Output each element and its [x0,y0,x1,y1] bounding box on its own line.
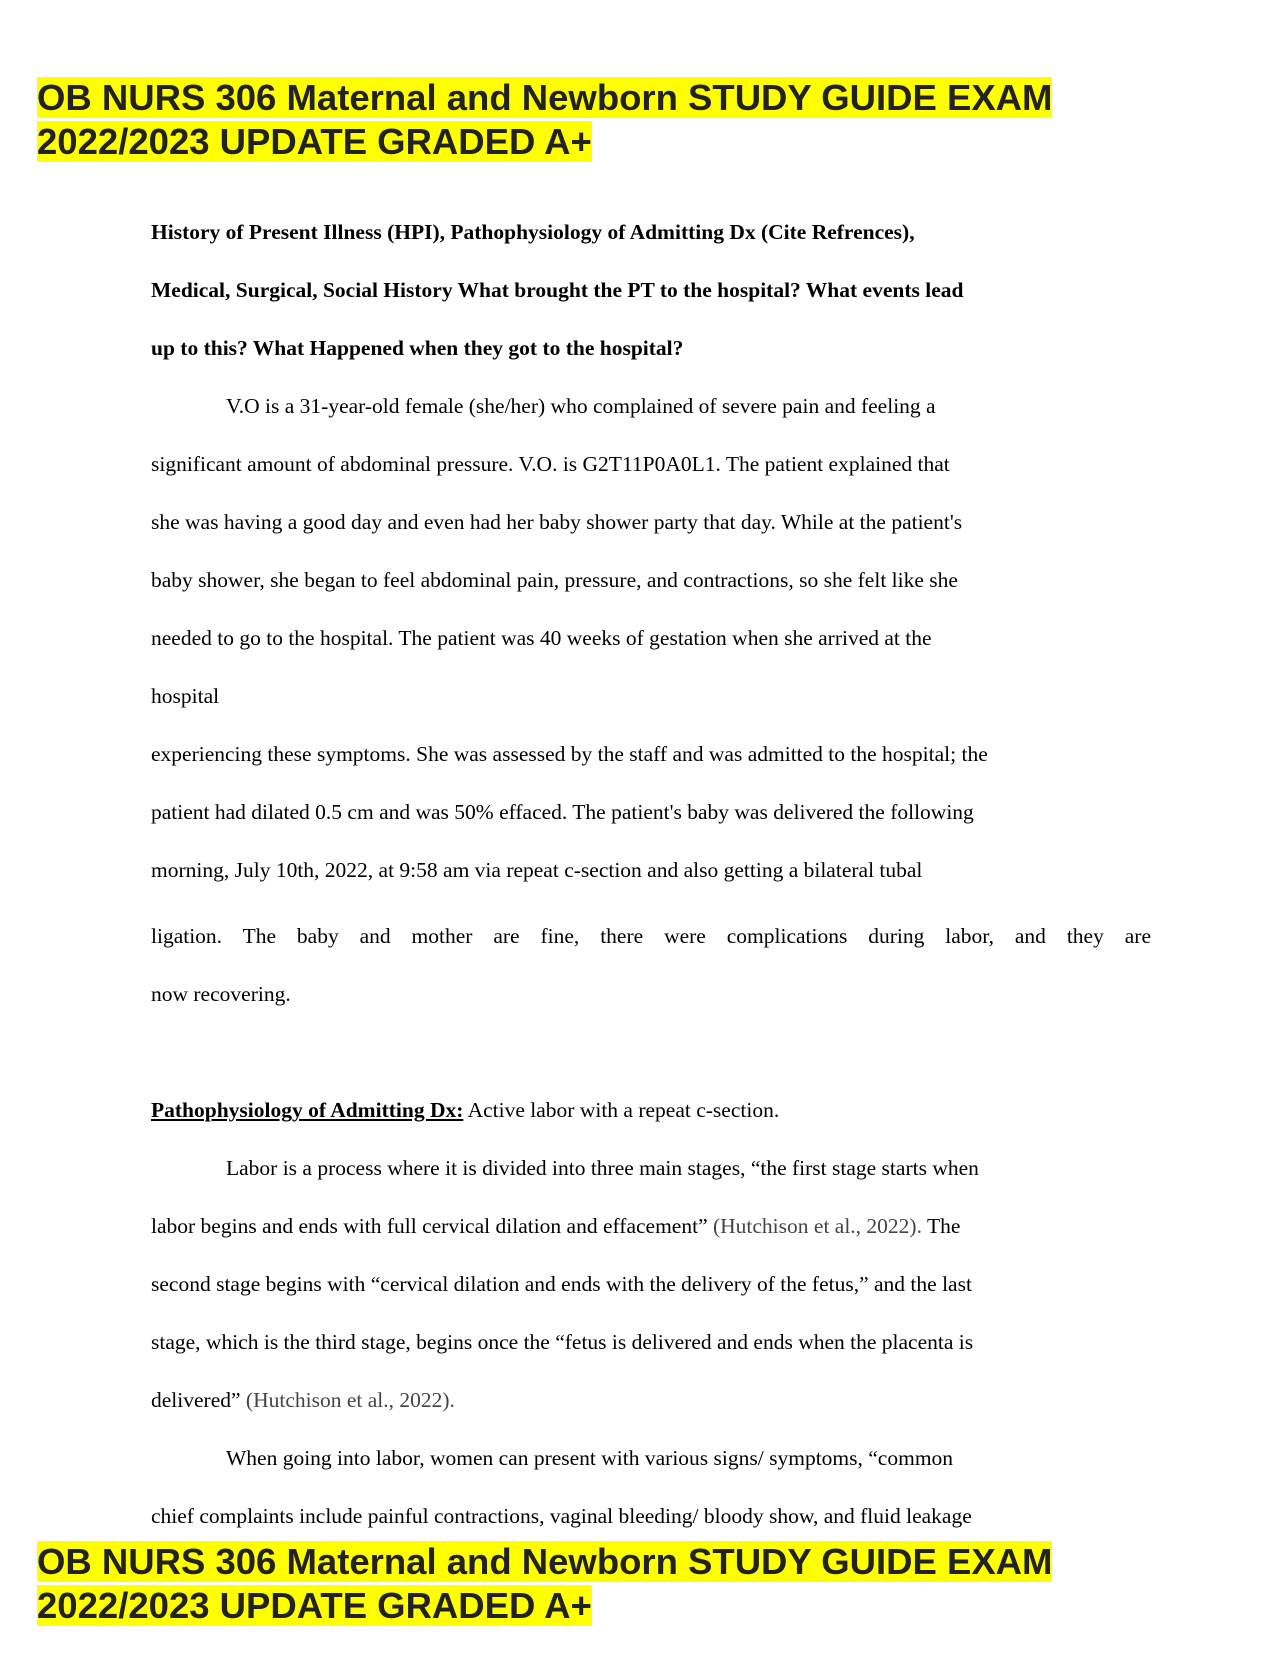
hpi-line: hospital [151,684,220,708]
heading-line-1: History of Present Illness (HPI), Pathophysiology of Admitting Dx (Cite Refrences), [151,220,915,244]
patho-text: delivered” [151,1388,246,1412]
patho-label: Pathophysiology of Admitting Dx: [151,1098,464,1122]
patho-line: second stage begins with “cervical dilation and ends with the delivery of the fetus,” and the last [151,1272,972,1296]
hpi-line: needed to go to the hospital. The patient was 40 weeks of gestation when she arrived at the [151,626,932,650]
hpi-last-line: now recovering. [151,982,291,1006]
document-banner-top [37,76,1217,164]
patho-text: labor begins and ends with full cervical dilation and effacement” [151,1214,713,1238]
hpi-justified-line: ligation. The baby and mother are fine, there were complications during labor, and they are [151,924,1151,948]
banner-line-1: OB NURS 306 Maternal and Newborn STUDY GUIDE EXAM [37,77,1053,118]
document-banner-bottom [37,1540,1217,1628]
heading-line-3: up to this? What Happened when they got to the hospital? [151,336,684,360]
hpi-line: morning, July 10th, 2022, at 9:58 am via repeat c-section and also getting a bilateral tubal [151,858,923,882]
hpi-line: significant amount of abdominal pressure. V.O. is G2T11P0A0L1. The patient explained that [151,452,950,476]
patho-line: When going into labor, women can present with various signs/ symptoms, “common [226,1446,954,1470]
patho-line: chief complaints include painful contractions, vaginal bleeding/ bloody show, and fluid leakage [151,1504,972,1528]
section-heading [151,203,1151,377]
hpi-line: baby shower, she began to feel abdominal pain, pressure, and contractions, so she felt like she [151,568,958,592]
patho-line: Labor is a process where it is divided into three main stages, “the first stage starts when [226,1156,979,1180]
citation: (Hutchison et al., 2022). [245,1388,455,1412]
patho-line [151,1197,1151,1255]
document-body [151,203,1151,1545]
patho-value: Active labor with a repeat c-section. [463,1098,780,1122]
patho-label-line [151,1081,1151,1139]
banner-line-2: 2022/2023 UPDATE GRADED A+ [37,121,592,162]
section-gap [151,1023,1151,1081]
banner-line-1: OB NURS 306 Maternal and Newborn STUDY GUIDE EXAM [37,1541,1053,1582]
hpi-line: V.O is a 31-year-old female (she/her) who complained of severe pain and feeling a [226,394,936,418]
hpi-paragraph [151,377,1151,1023]
patho-text: The [921,1214,961,1238]
citation: (Hutchison et al., 2022). [712,1214,922,1238]
patho-paragraph [151,1081,1151,1545]
patho-line: stage, which is the third stage, begins once the “fetus is delivered and ends when the placenta is [151,1330,974,1354]
hpi-line: she was having a good day and even had her baby shower party that day. While at the patient's [151,510,963,534]
patho-line [151,1371,1151,1429]
hpi-line: patient had dilated 0.5 cm and was 50% effaced. The patient's baby was delivered the following [151,800,974,824]
hpi-line: experiencing these symptoms. She was assessed by the staff and was admitted to the hospital; the [151,742,988,766]
heading-line-2: Medical, Surgical, Social History What brought the PT to the hospital? What events lead [151,278,964,302]
banner-line-2: 2022/2023 UPDATE GRADED A+ [37,1585,592,1626]
